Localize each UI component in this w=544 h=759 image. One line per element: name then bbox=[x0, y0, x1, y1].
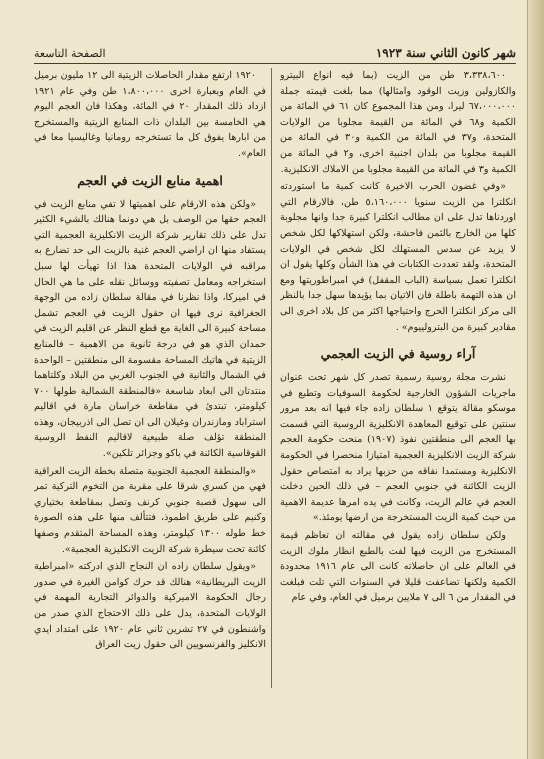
right-column bbox=[280, 68, 516, 688]
section-heading: آراء روسية في الزيت العجمي bbox=[320, 346, 476, 362]
header-date: شهر كانون الثاني سنة ١٩٢٣ bbox=[375, 46, 516, 60]
header-page-number: الصفحة التاسعة bbox=[34, 47, 106, 60]
paragraph: ولكن سلطان زاده يقول في مقالته ان تعاظم قيمة المستخرج من الزيت فيها لفت بالطبع انظار ملوك الزيت في العالم على ان حاصلاته كانت الى عام ١٩١٦ محدودة الكمية ولكنها تضاعفت قليلا في السنوات التي تلت فبلغت في المقدار من ٦ الى ٧ ملايين برميل في العام، وفي عام bbox=[280, 530, 516, 604]
column-divider bbox=[271, 68, 272, 688]
paragraph: «ولكن هذه الارقام على اهميتها لا تفي منابع الزيت في العجم حقها من الوصف بل هي دونما هنالك بالشيء الكثير تدل على ذلك تقارير شركة الزيت الانكليزية العجمية التي يستفاد منها ان اراضي العجم غنية بالزيت الى حد تضارع به مراقبه في الولايات المتحدة هذا اذا تهيأت لها سبل استخراجه ومعامل تصفيته ووسائل نقله على ما هي الحال في اميركا، واذا نظرنا في مقالة سلطان زاده من الوجهة الجغرافية نرى فيها ان حقول الزيت في العجم تشمل مساحة كبيرة الى الغاية مع قطع النظر عن اقليم الزيت في حمدان الذي هو في درجة ثانوية من الاهمية – فالمنابع الزيتية في هاتيك المساحة مقسومة الى منطقتين – الواحدة في الشمال والثانية في الجنوب الغربي من البلاد وكلتاهما منتدتان الى ابعاد شاسعة «فالمنطقة الشمالية طولها ٧٠٠ كيلومتر، تبتدئ في مقاطعة خراسان مارة في اقاليم استراباد ومازندران وغيلان الى ان تصل الى اذربيجان، وهذه المنطقة تؤلف صلة طبيعية لاقاليم النفط الروسية القوقاسية الكائنة في باكو وجزائر تلكين». bbox=[34, 198, 266, 460]
paragraph: «ويقول سلطان زاده ان النجاح الذي ادركته «امبراطية الزيت البريطانية» هنالك قد حرك كوامن الغيرة في صدور رجال الحكومة الاميركية والدوائر التجارية المهمة في الولايات المتحدة، يدل على ذلك الاحتجاج الذي صدر من واشنطون في ٢٧ تشرين ثاني عام ١٩٢٠ على امتداد ايدي الانكليز والفرنسويين الى حقول زيت العراق bbox=[34, 561, 266, 651]
paragraph: «وفي غضون الحرب الاخيرة كانت كمية ما استوردته انكلترا من الزيت سنويا ٥،١٦٠،٠٠٠ طن، فالارقام التي اوردناها تدل على ان مطالب انكلترا كبيرة جدا وانها مجلوبة كلها من الخارج بالثمن فاحشة، ولكن استهلاكها لكل شخص لا يزيد عن سدس المستهلك لكل شخص في الولايات المتحدة، ولقد تعددت الكتابات في هذا الشأن وكلها يقول ان انكلترا تعمل بسياسة (الباب المقفل) في امبراطوريتها ومع ان هذه التهمة باطلة فان الاتيان بما يؤيدها سهل جدا بالنظر الى مركز انكلترا الحرج واحتياجها اكثر من كل بلاد اخرى الى مقادير كبيرة من البترولييوم» . bbox=[280, 181, 516, 333]
page-header bbox=[34, 40, 516, 60]
paragraph: «والمنطقة العجمية الجنوبية متصلة بخطة الزيت العراقية فهي من كسري شرقا على مقربة من التخوم التركية تمر الى سهول قصبة جنوبي كرنف وتصل بمقاطعة بختياري وكنيم على طريق اطموذ، فتتألف منها على هذه الصورة خط طوله ١٣٠٠ كيلومتر، وهذه المساحة المتقدم وصفها كائنة تحت سيطرة شركة الزيت الانكليزية العجمية». bbox=[34, 465, 266, 555]
paragraph: ٣،٣٣٨،٦٠٠ طن من الزيت (بما فيه انواع البيترو والكازولين وزيت الوقود وامثالها) مما بلغت قيمته جملة ٦٧،٠٠٠،٠٠٠ ليرا، ومن هذا المجموع كان ٦١ في المائة من الكمية و٦٨ في المائة من القيمة مجلوبا من الولايات المتحدة، و٣٧ في المائة من الكمية و٣٠ في المائة من القيمة مجلوبا من بلدان اجنبية اخرى، و٢ في المائة من الكمية و٣ في المائة من القيمة مجلوبا من الاملاك الانكليزية. bbox=[280, 70, 516, 175]
page-binding bbox=[527, 0, 544, 759]
paragraph: نشرت مجلة روسية رسمية تصدر كل شهر تحت عنوان ماجريات الشؤون الخارجية لحكومة السوفيات وتطبع في موسكو مقالة يتوقع ١ سلطان زاده جاء فيها انه بعد مرور سنتين على توقيع المعاهدة الانكليزية الروسية التي قسمت بها العجم الى منطقتين نفوذ (١٩٠٧) منحت حكومة العجم شركة الزيت الانكليزية العجمية امتيازا منحصرا في الحكومة الانكليزية ومستمدا نفاقه من حزبها يراد به امتصاص حقول الزيت الكائنة في جنوبي العجم – في ذلك الحين دخلت العجم في عالم الزيت، وكانت في يده امرها عديمة الاهمية من حيث كمية الزيت المستخرجة من ارضها يومئذ.» bbox=[280, 372, 516, 524]
section-heading: اهمية منابع الزيت في العجم bbox=[77, 172, 223, 188]
header-rule bbox=[34, 63, 516, 64]
paragraph: ١٩٢٠ ارتفع مقدار الحاصلات الزيتية الى ١٢ مليون برميل في العام وبعبارة اخرى ١،٨٠٠،٠٠٠ طن وفي عام ١٩٢١ ازداد ذلك المقدار ٢٠ في المائة، وهكذا فان العجم اليوم هي الخامسة بين البلدان ذات المنابع الزيتية والمستخرج من ابارها يفوق كل ما تستخرجه رومانيا وغاليسيا معا في العام». bbox=[34, 70, 266, 159]
left-column bbox=[34, 68, 266, 688]
